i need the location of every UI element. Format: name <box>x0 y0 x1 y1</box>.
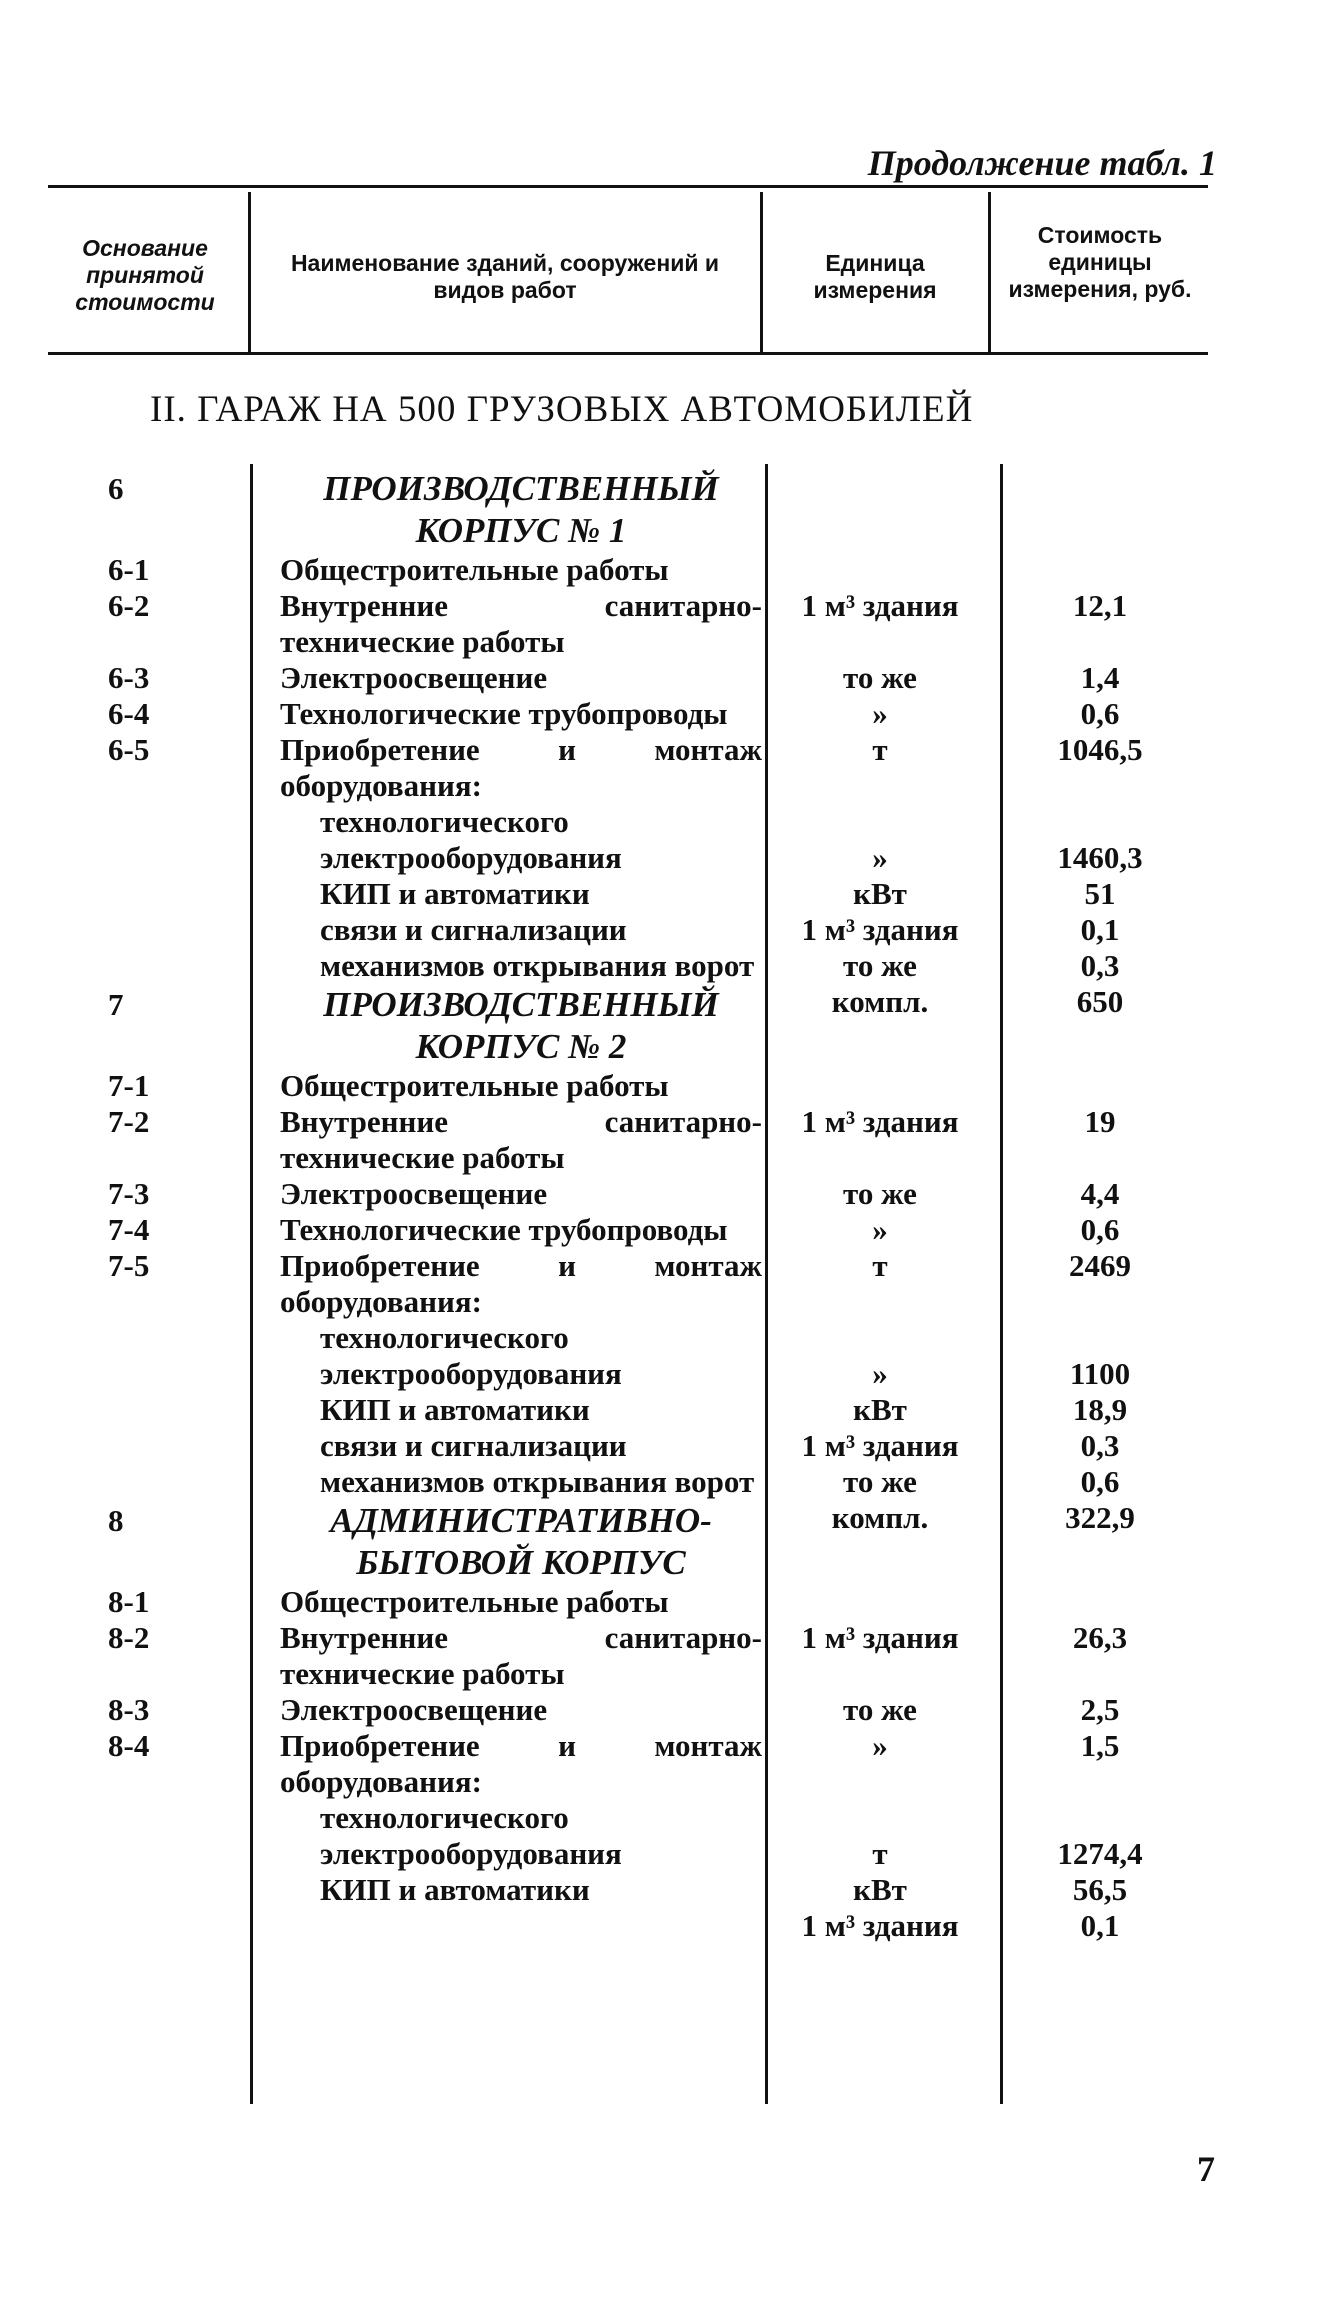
cell-name: технологического <box>320 1800 569 1835</box>
table-row <box>0 1464 1335 1535</box>
header-divider-3 <box>988 192 991 352</box>
cell-cost: 1274,4 <box>1057 1836 1143 1871</box>
cell-name: связи и сигнализации <box>320 1428 627 1463</box>
cell-unit: то же <box>843 1692 917 1727</box>
table-row <box>0 1872 1335 1943</box>
cell-name: механизмов открывания ворот <box>320 948 755 983</box>
cell-unit: компл. <box>831 1500 929 1535</box>
group-row <box>0 984 1335 1068</box>
cell-name: Приобретение и монтаж оборудования: <box>280 1248 762 1319</box>
cell-unit: 1 м³ здания <box>801 1908 959 1943</box>
cell-cost: 0,6 <box>1080 696 1120 731</box>
cell-cost: 56,5 <box>1072 1872 1128 1907</box>
cell-code: 6 <box>108 471 124 506</box>
cell-name: Технологические трубопроводы <box>280 696 728 731</box>
table-body <box>0 468 1335 1943</box>
cell-cost: 1046,5 <box>1057 732 1143 767</box>
cell-cost: 1100 <box>1069 1356 1131 1391</box>
page-number: 7 <box>1197 2149 1215 2189</box>
section-title: II. ГАРАЖ НА 500 ГРУЗОВЫХ АВТОМОБИЛЕЙ <box>150 389 974 430</box>
cell-name: Приобретение и монтаж оборудования: <box>280 732 762 803</box>
cell-unit: то же <box>843 948 917 983</box>
header-divider-1 <box>248 192 251 352</box>
cell-cost: 1460,3 <box>1057 840 1143 875</box>
cell-name: КИП и автоматики <box>320 1872 590 1907</box>
cell-unit: кВт <box>853 1392 907 1427</box>
header-divider-2 <box>760 192 763 352</box>
cell-unit: то же <box>843 1176 917 1211</box>
cell-name: технологического <box>320 804 569 839</box>
cell-name: механизмов открывания ворот <box>320 1464 755 1499</box>
cell-name: Внутренние санитарно-технические работы <box>280 1104 762 1175</box>
cell-cost: 51 <box>1084 876 1116 911</box>
cell-unit: 1 м³ здания <box>801 588 959 623</box>
cell-cost: 18,9 <box>1072 1392 1128 1427</box>
cell-cost: 1,5 <box>1080 1728 1120 1763</box>
column-header-basis: Основание принятой стоимости <box>75 235 215 315</box>
cell-name: АДМИНИСТРАТИВНО-БЫТОВОЙ КОРПУС <box>330 1501 712 1582</box>
cell-code: 6-4 <box>108 696 150 731</box>
header-bottom-rule <box>48 352 1208 355</box>
cell-code: 8 <box>108 1503 124 1538</box>
cell-unit: кВт <box>853 876 907 911</box>
cell-code: 7-2 <box>108 1104 150 1139</box>
cell-name: электрооборудования <box>320 1836 622 1871</box>
cell-name: связи и сигнализации <box>320 912 627 947</box>
cell-name: Общестроительные работы <box>280 1584 669 1619</box>
cell-code: 7-5 <box>108 1248 150 1283</box>
cell-code: 8-1 <box>108 1584 150 1619</box>
cell-cost: 0,6 <box>1080 1464 1120 1499</box>
table-row <box>0 948 1335 1019</box>
cell-code: 6-3 <box>108 660 150 695</box>
cell-unit: компл. <box>831 984 929 1019</box>
cell-unit: » <box>872 1356 888 1391</box>
cell-code: 7-3 <box>108 1176 150 1211</box>
cell-cost: 26,3 <box>1072 1620 1128 1655</box>
cell-name: ПРОИЗВОДСТВЕННЫЙ КОРПУС № 2 <box>323 985 719 1066</box>
cell-cost: 2,5 <box>1080 1692 1120 1727</box>
cell-unit: » <box>872 696 888 731</box>
cell-unit: то же <box>843 660 917 695</box>
cell-cost: 19 <box>1084 1104 1116 1139</box>
cell-unit: то же <box>843 1464 917 1499</box>
cell-cost: 1,4 <box>1080 660 1120 695</box>
column-header-unit: Единица измерения <box>813 250 937 303</box>
cell-cost: 4,4 <box>1080 1176 1120 1211</box>
cell-code: 8-3 <box>108 1692 150 1727</box>
cell-unit: кВт <box>853 1872 907 1907</box>
cell-code: 7-1 <box>108 1068 150 1103</box>
cell-code: 6-2 <box>108 588 150 623</box>
cell-name: технологического <box>320 1320 569 1355</box>
cell-cost: 0,3 <box>1080 1428 1120 1463</box>
group-row <box>0 1500 1335 1584</box>
cell-name: электрооборудования <box>320 840 622 875</box>
cell-unit: » <box>872 840 888 875</box>
cell-name: Электроосвещение <box>280 660 548 695</box>
cell-name: Общестроительные работы <box>280 1068 669 1103</box>
cell-name: Внутренние санитарно-технические работы <box>280 588 762 659</box>
cell-unit: » <box>872 1212 888 1247</box>
cell-cost: 0,3 <box>1080 948 1120 983</box>
cell-code: 6-1 <box>108 552 150 587</box>
column-header-name: Наименование зданий, сооружений и видов работ <box>290 250 720 303</box>
cell-code: 8-2 <box>108 1620 150 1655</box>
table-row <box>0 696 1335 767</box>
cell-name: ПРОИЗВОДСТВЕННЫЙ КОРПУС № 1 <box>323 469 719 550</box>
cell-name: Внутренние санитарно-технические работы <box>280 1620 762 1691</box>
cell-unit: 1 м³ здания <box>801 1428 959 1463</box>
cell-cost: 12,1 <box>1072 588 1128 623</box>
cell-unit: 1 м³ здания <box>801 1620 959 1655</box>
table-row <box>0 1728 1335 1800</box>
cell-unit: т <box>872 732 888 767</box>
continuation-label: Продолжение табл. 1 <box>867 143 1217 183</box>
header-top-rule <box>48 185 1208 188</box>
table-row <box>0 1248 1335 1320</box>
column-header-cost: Стоимость единицы измерения, руб. <box>1008 222 1192 302</box>
cell-name: электрооборудования <box>320 1356 622 1391</box>
cell-code: 8-4 <box>108 1728 150 1763</box>
cell-name: Общестроительные работы <box>280 552 669 587</box>
cell-cost: 322,9 <box>1065 1500 1135 1535</box>
cell-unit: 1 м³ здания <box>801 912 959 947</box>
cell-name: Электроосвещение <box>280 1692 548 1727</box>
cell-cost: 0,1 <box>1080 912 1120 947</box>
cell-cost: 0,6 <box>1080 1212 1120 1247</box>
cell-unit: т <box>872 1836 888 1871</box>
cell-unit: » <box>872 1728 888 1763</box>
cell-name: КИП и автоматики <box>320 876 590 911</box>
cell-code: 6-5 <box>108 732 150 767</box>
cell-code: 7 <box>108 987 124 1022</box>
cell-unit: т <box>872 1248 888 1283</box>
cell-name: КИП и автоматики <box>320 1392 590 1427</box>
cell-code: 7-4 <box>108 1212 150 1247</box>
cell-name: Технологические трубопроводы <box>280 1212 728 1247</box>
cell-name: Электроосвещение <box>280 1176 548 1211</box>
cell-cost: 0,1 <box>1080 1908 1120 1943</box>
table-row <box>0 732 1335 804</box>
group-row <box>0 468 1335 552</box>
cell-unit: 1 м³ здания <box>801 1104 959 1139</box>
cell-cost: 650 <box>1076 984 1124 1019</box>
cell-cost: 2469 <box>1069 1248 1131 1283</box>
cell-name: Приобретение и монтаж оборудования: <box>280 1728 762 1799</box>
